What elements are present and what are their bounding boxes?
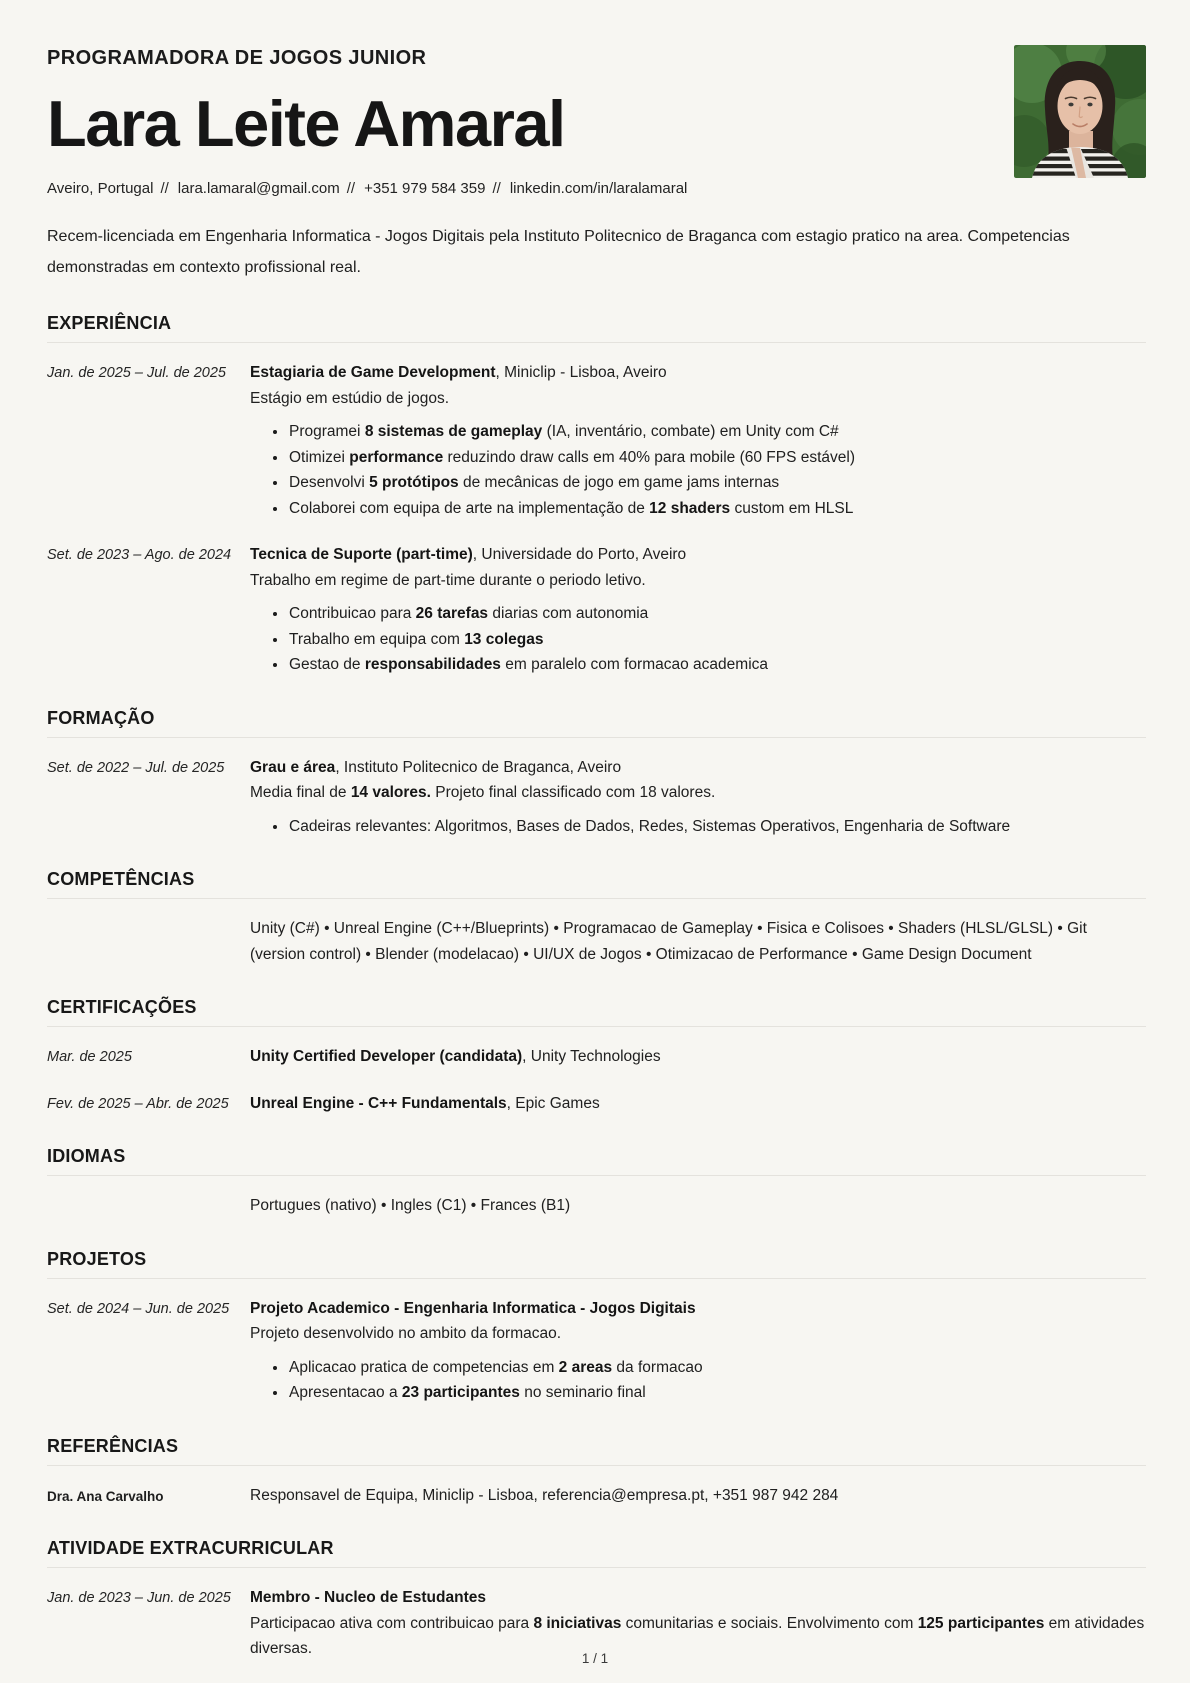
contact-separator: // — [346, 180, 356, 197]
section-title: ATIVIDADE EXTRACURRICULAR — [47, 1538, 1146, 1568]
entry-body — [250, 1296, 1146, 1406]
bullet-item: • Gestao de responsabilidades em paralelo com formacao academica — [288, 652, 1146, 678]
section-certificacoes — [47, 997, 1146, 1116]
bullet-item: • Trabalho em equipa com 13 colegas — [288, 627, 1146, 653]
contact-item: Aveiro, Portugal — [47, 180, 154, 197]
entry-title: Membro - Nucleo de Estudantes — [250, 1589, 486, 1606]
entry-date: Mar. de 2025 — [47, 1049, 132, 1065]
section-title: FORMAÇÃO — [47, 708, 1146, 738]
entry-body — [250, 755, 1146, 840]
contact-separator: // — [160, 180, 169, 197]
entry-description: Media final de 14 valores. Projeto final classificado com 18 valores. — [250, 784, 716, 801]
section-referencias — [47, 1436, 1146, 1509]
entry-title: Tecnica de Suporte (part-time), Universidade do Porto, Aveiro — [250, 546, 687, 563]
entry-title: Unreal Engine - C++ Fundamentals, Epic Games — [250, 1094, 600, 1112]
entry-body — [250, 542, 1146, 678]
job-title: PROGRAMADORA DE JOGOS JUNIOR — [47, 47, 427, 69]
bullet-item: • Colaborei com equipa de arte na implementação de 12 shaders custom em HLSL — [288, 496, 1146, 522]
resume-entry — [47, 1091, 1146, 1117]
resume-entry — [47, 1483, 1146, 1509]
contact-item: linkedin.com/in/laralamaral — [509, 180, 688, 197]
inline-list: Unity (C#) • Unreal Engine (C++/Blueprints) • Programacao de Gameplay • Fisica e Colisoes • Shaders (HLSL/GLSL) • Git (version control) • Blender (modelacao) • UI/UX de Jogos • Otimizacao de Performance • Game Design Document — [250, 920, 1087, 963]
entry-description: Projeto desenvolvido no ambito da formacao. — [250, 1325, 562, 1342]
resume-entry — [47, 755, 1146, 840]
section-competencias — [47, 869, 1146, 967]
entry-bullet-list — [250, 1355, 1146, 1406]
entry-description: Participacao ativa com contribuicao para 8 iniciativas comunitarias e sociais. Envolvimento com 125 participantes em atividades diversas. — [250, 1614, 1145, 1657]
resume-header — [47, 47, 1146, 283]
resume-entry — [47, 542, 1146, 678]
person-name: Lara Leite Amaral — [47, 87, 565, 160]
section-atividade-extracurricular — [47, 1538, 1146, 1662]
contact-item: +351 979 584 359 — [364, 180, 486, 197]
resume-entry — [47, 1296, 1146, 1406]
bullet-item: • Otimizei performance reduzindo draw calls em 40% para mobile (60 FPS estável) — [288, 445, 1146, 471]
entry-date: Jan. de 2023 – Jun. de 2025 — [47, 1590, 231, 1606]
page-number: 1 / 1 — [581, 1651, 609, 1666]
section-title: IDIOMAS — [47, 1146, 1146, 1176]
bullet-item: • Desenvolvi 5 protótipos de mecânicas de jogo em game jams internas — [288, 470, 1146, 496]
section-title: REFERÊNCIAS — [47, 1436, 1146, 1466]
entry-description: Trabalho em regime de part-time durante o periodo letivo. — [250, 571, 646, 589]
resume-entry — [47, 360, 1146, 521]
resume-entry — [47, 916, 1146, 967]
entry-bullet-list — [250, 419, 1146, 521]
bullet-item: • Cadeiras relevantes: Algoritmos, Bases de Dados, Redes, Sistemas Operativos, Engenharia de Software — [288, 814, 1146, 840]
bullet-item: • Aplicacao pratica de competencias em 2 areas da formacao — [288, 1355, 1146, 1381]
section-title: EXPERIÊNCIA — [47, 313, 1146, 343]
entry-title: Grau e área, Instituto Politecnico de Braganca, Aveiro — [250, 758, 622, 776]
inline-list: Portugues (nativo) • Ingles (C1) • Frances (B1) — [250, 1197, 571, 1214]
entry-body — [250, 916, 1146, 967]
entry-body — [250, 1193, 1146, 1219]
section-title: CERTIFICAÇÕES — [47, 997, 1146, 1027]
entry-body — [250, 1044, 1146, 1070]
contact-item: lara.lamaral@gmail.com — [177, 180, 340, 197]
entry-description: Estágio em estúdio de jogos. — [250, 389, 450, 407]
resume-entry — [47, 1193, 1146, 1219]
section-title: PROJETOS — [47, 1249, 1146, 1279]
entry-body — [250, 1091, 1146, 1117]
entry-label: Dra. Ana Carvalho — [47, 1488, 164, 1504]
profile-photo — [1014, 45, 1146, 178]
entry-date: Set. de 2024 – Jun. de 2025 — [47, 1300, 230, 1317]
bullet-item: • Contribuicao para 26 tarefas diarias com autonomia — [288, 601, 1146, 627]
profile-photo-illustration — [1014, 45, 1146, 178]
contact-separator: // — [492, 180, 501, 197]
entry-title: Estagiaria de Game Development, Miniclip - Lisboa, Aveiro — [250, 364, 667, 381]
entry-date — [47, 1193, 250, 1219]
entry-date: Set. de 2022 – Jul. de 2025 — [47, 759, 225, 776]
entry-title: Responsavel de Equipa, Miniclip - Lisboa, referencia@empresa.pt, +351 987 942 284 — [250, 1486, 839, 1504]
entry-date: Set. de 2023 – Ago. de 2024 — [47, 547, 232, 563]
section-title: COMPETÊNCIAS — [47, 869, 1146, 899]
entry-date: Fev. de 2025 – Abr. de 2025 — [47, 1095, 229, 1112]
section-projetos — [47, 1249, 1146, 1406]
entry-bullet-list — [250, 814, 1146, 840]
resume-sections — [47, 313, 1146, 1662]
summary-text: Recem-licenciada em Engenharia Informatica - Jogos Digitais pela Instituto Politecnico de Braganca com estagio pratico na area. Competencias demonstradas em contexto profissional real. — [47, 228, 1070, 276]
entry-body — [250, 1483, 1146, 1509]
entry-bullet-list — [250, 601, 1146, 678]
section-formacao — [47, 708, 1146, 840]
entry-body — [250, 360, 1146, 521]
contact-line — [47, 180, 1146, 197]
resume-entry — [47, 1044, 1146, 1070]
entry-title: Projeto Academico - Engenharia Informatica - Jogos Digitais — [250, 1299, 696, 1317]
entry-title: Unity Certified Developer (candidata), Unity Technologies — [250, 1048, 661, 1065]
bullet-item: • Programei 8 sistemas de gameplay (IA, inventário, combate) em Unity com C# — [288, 419, 1146, 445]
section-idiomas — [47, 1146, 1146, 1219]
entry-date — [47, 916, 250, 967]
section-experiencia — [47, 313, 1146, 678]
entry-date: Jan. de 2025 – Jul. de 2025 — [47, 365, 226, 381]
bullet-item: • Apresentacao a 23 participantes no seminario final — [288, 1380, 1146, 1406]
